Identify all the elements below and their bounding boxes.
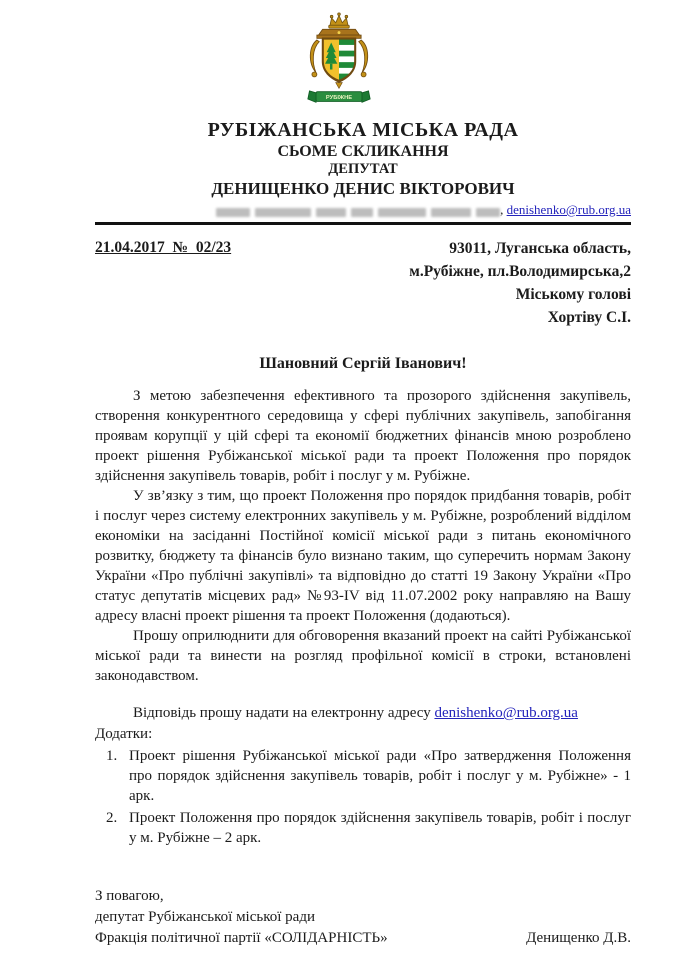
date-and-number: 21.04.2017 № 02/23 [95,239,232,256]
attachments-label: Додатки: [95,726,153,742]
body-paragraph: Прошу оприлюднити для обговорення вказаний проект на сайті Рубіжанської міської ради та винести на розгляд профільної комісії в строки, встановлені законодавством. [95,628,631,684]
addressee-block [409,237,631,329]
reply-email-link[interactable]: denishenko@rub.org.ua [434,705,578,721]
coat-of-arms [298,12,380,114]
redacted-contact-info [216,202,500,219]
reply-request-text: Відповідь прошу надати на електронну адресу [133,705,435,721]
body-paragraph: У зв’язку з тим, що проект Положення про порядок придбання товарів, робіт і послуг через систему електронних закупівель у м. Рубіжне, розроблений відділом економіки на засіданні Постійної комісії міської ради з питань економічного розвитку, бюджету та фінансів було визнано таким, що суперечить нормам Закону України «Про публічні закупівлі» та відповідно до статті 19 Закону України «Про статус депутатів місцевих рад» №93-IV від 11.07.2002 року направляю на Вашу адресу власні проект рішення та проект Положення (додаються). [95,488,631,624]
org-role: ДЕПУТАТ [328,161,398,177]
attachments-list [95,746,631,848]
header-email-link[interactable]: denishenko@rub.org.ua [506,202,631,217]
signature-name: Денищенко Д.В. [526,930,631,946]
closing-faction-line: Фракція політичної партії «СОЛІДАРНІСТЬ» [95,930,388,946]
letterhead [95,118,631,225]
ribbon-banner [308,91,370,102]
deputy-name: ДЕНИЩЕНКО ДЕНИС ВІКТОРОВИЧ [211,179,515,198]
closing-line: депутат Рубіжанської міської ради [95,909,315,925]
attachments-section [95,724,631,848]
reference-row [95,237,631,329]
org-session: СЬОМЕ СКЛИКАННЯ [277,143,449,160]
salutation: Шановний Сергій Іванович! [259,355,467,372]
body-paragraph: З метою забезпечення ефективного та прозорого здійснення закупівель, створення конкурентного середовища у сфері публічних закупівель, запобігання проявам корупції у цій сфері та економії бюджетних фінансів мною розроблено проект рішення Рубіжанської міської ради та проект Положення про порядок здійснення закупівель товарів, робіт і послуг у м. Рубіжне. [95,388,631,484]
ribbon-text: РУБІЖНЕ [325,95,353,102]
closing-block [95,886,631,949]
attachment-item: 1. Проект рішення Рубіжанської міської ради «Про затвердження Положення про порядок здійснення закупівель товарів, робіт і послуг у м. Рубіжне» - 1 арк. [121,746,631,806]
org-name: РУБІЖАНСЬКА МІСЬКА РАДА [207,119,519,141]
crown-icon [329,13,350,28]
addressee-line: Хортіву С.І. [547,309,631,326]
attachment-item: 2. Проект Положення про порядок здійснення закупівель товарів, робіт і послуг у м. Рубіжне – 2 арк. [121,808,631,848]
letterhead-divider [95,222,631,225]
contact-separator: , [500,202,507,217]
closing-line: З повагою, [95,888,164,904]
finial-ornament [336,83,343,89]
addressee-line: Міському голові [515,286,631,303]
letter-page [0,12,678,972]
contact-line [95,201,631,219]
addressee-line: м.Рубіжне, пл.Володимирська,2 [409,263,631,280]
addressee-line: 93011, Луганська область, [449,240,631,257]
reply-request-line [95,703,631,723]
coat-of-arms-graphic [298,12,380,109]
cornice-star [338,31,341,34]
